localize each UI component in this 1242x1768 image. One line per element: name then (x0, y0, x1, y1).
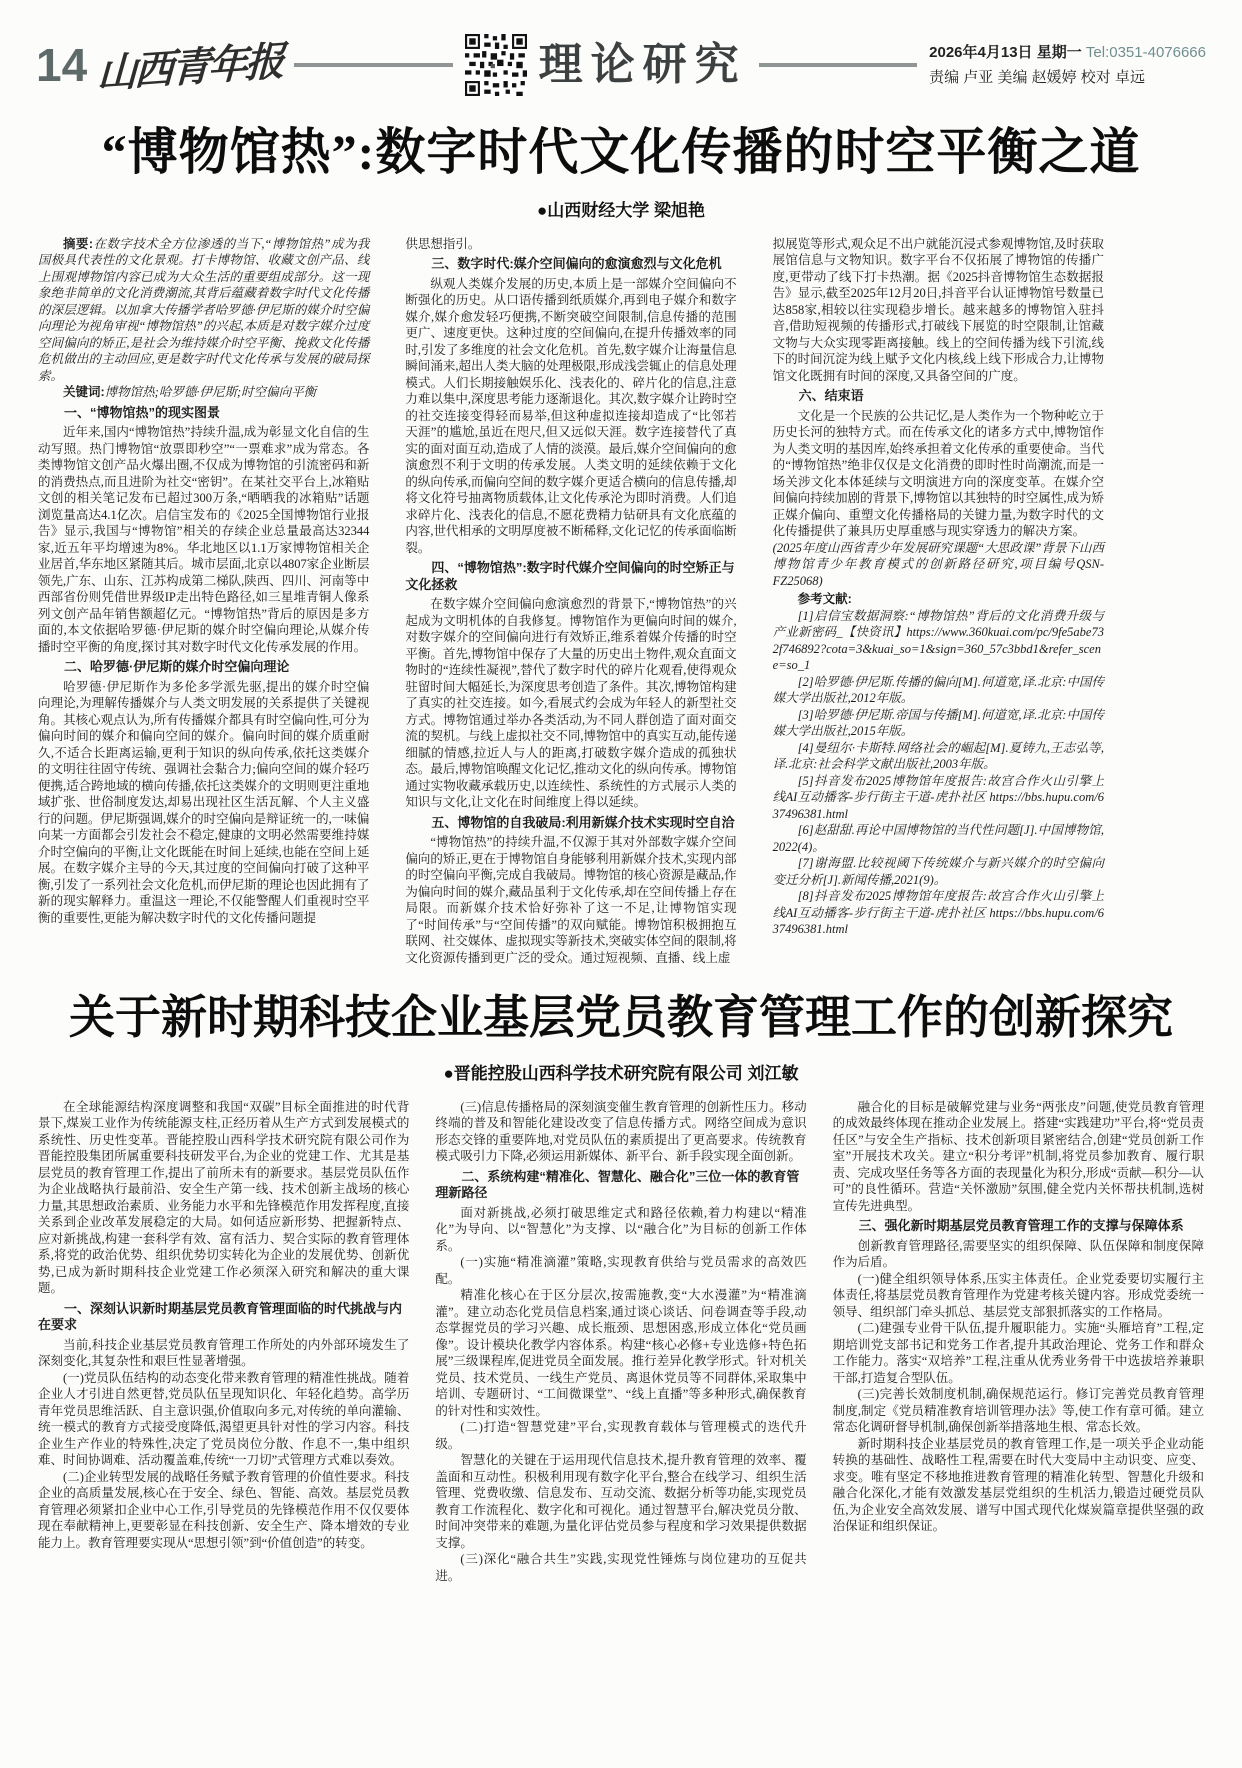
paragraph: 当前,科技企业基层党员教育管理工作所处的内外部环境发生了深刻变化,其复杂性和艰巨性显著增强。 (38, 1337, 410, 1369)
paragraph: (一)实施“精准滴灌”策略,实现教育供给与党员需求的高效匹配。 (435, 1255, 807, 1286)
reference-item: [8]抖音发布2025博物馆年度报告:故宫合作火山引擎上线AI互动播客-步行街主干道-虎扑社区 https://bbs.hupu.com/637496381.html (772, 889, 1104, 936)
phone-number: Tel:0351-4076666 (1085, 44, 1206, 61)
article1-columns (38, 236, 1104, 967)
section-heading: 一、“博物馆热”的现实图景 (64, 404, 221, 420)
header-info (929, 45, 1206, 85)
paragraph: 关键词:博物馆热;哈罗德·伊尼斯;时空偏向平衡 (63, 385, 317, 399)
paragraph: (2025年度山西省青少年发展研究课题“大思政课”背景下山西博物馆青少年教育模式的创新路径研究,项目编号QSN-FZ25068) (772, 540, 1104, 588)
paragraph: (二)打造“智慧党建”平台,实现教育载体与管理模式的迭代升级。 (435, 1420, 807, 1451)
reference-item: [2]哈罗德·伊尼斯.传播的偏向[M].何道宽,译.北京:中国传媒大学出版社,2012年版。 (772, 674, 1104, 705)
paragraph: (二)企业转型发展的战略任务赋予教育管理的价值性要求。科技企业的高质量发展,核心在于安全、绿色、智能、高效。基层党员教育管理必须紧扣企业中心工作,引导党员的先锋模范作用不仅仅要体现在奉献精神上,更要彰显在科技创新、安全生产、降本增效的专业能力上。教育管理要实现从“思想引领”到“价值创造”的转变。 (38, 1469, 410, 1550)
paragraph: “博物馆热”的持续升温,不仅源于其对外部数字媒介空间偏向的矫正,更在于博物馆自身能够利用新媒介技术,实现内部的时空偏向平衡,完成自我破局。博物馆的核心资源是藏品,作为偏向时间的媒介,藏品虽利于文化传承,却在空间传播上存在局限。而新媒介技术恰好弥补了这一不足,让博物馆实现了“时间传承”与“空间传播”的双向赋能。博物馆积极拥抱互联网、社交媒体、虚拟现实等新技术,突破实体空间的限制,将文化资源传播到更广泛的受众。通过短视频、直播、线上虚 (405, 835, 737, 965)
paragraph: 纵观人类媒介发展的历史,本质上是一部媒介空间偏向不断强化的历史。从口语传播到纸质媒介,再到电子媒介和数字媒介,媒介愈发轻巧便携,不断突破空间限制,信息传播的范围更广、速度更快。这种过度的空间偏向,在提升传播效率的同时,引发了多维度的社会文化危机。首先,数字媒介让海量信息瞬间涌来,超出人类大脑的处理极限,形成浅尝辄止的信息处理模式。人们长期接触娱乐化、浅表化的、碎片化的信息,注意力难以集中,深度思考能力逐渐退化。其次,数字媒介让跨时空的社交连接变得轻而易举,但这种虚拟连接却造成了“比邻若天涯”的尴尬,虽近在咫尺,但又远似天涯。数字连接替代了真实的面对面互动,造成了人情的淡漠。最后,媒介空间偏向的愈演愈烈不利于文明的传承发展。人类文明的延续依赖于文化的纵向传承,而偏向空间的数字媒介更适合横向的信息传播,却将文化符号抽离物质载体,让文化传承沦为即时消费。人们追求碎片化、浅表化的信息,不愿花费精力钻研具有文化底蕴的内容,世代相承的文明厚度被不断稀释,文化记忆的传承面临断裂。 (405, 276, 737, 555)
article2-byline: ●晋能控股山西科学技术研究院有限公司 刘江敏 (443, 1063, 799, 1083)
staff-credits: 责编 卢亚 美编 赵媛婷 校对 卓远 (929, 69, 1145, 86)
qr-code-icon (465, 34, 527, 96)
paragraph: 拟展览等形式,观众足不出户就能沉浸式参观博物馆,及时获取展馆信息与文物知识。数字平台不仅拓展了博物馆的传播广度,更带动了线下打卡热潮。据《2025抖音博物馆生态数据报告》显示,截至2025年12月20日,抖音平台认证博物馆号数量已达858家,相较以往实现稳步增长。越来越多的博物馆入驻抖音,借助短视频的传播形式,打破线下展览的时空限制,让馆藏文物与大众实现零距离接触。线上的空间传播为线下引流,线下的时间沉淀为线上赋予文化内核,线上线下形成合力,让博物馆文化既拥有时间的深度,又具备空间的广度。 (772, 236, 1104, 383)
paragraph: 新时期科技企业基层党员的教育管理工作,是一项关乎企业动能转换的基础性、战略性工程,需要在时代大变局中主动识变、应变、求变。唯有坚定不移地推进教育管理的精准化转型、智慧化升级和融合化深化,才能有效激发基层党组织的生机活力,锻造过硬党员队伍,为企业安全高效发展、谱写中国式现代化煤炭篇章提供坚强的政治保证和组织保证。 (832, 1436, 1204, 1534)
article1-column-3 (773, 236, 1104, 967)
field-label: 关键词: (63, 385, 105, 399)
section-heading: 三、数字时代:媒介空间偏向的愈演愈烈与文化危机 (431, 256, 722, 271)
paragraph: 哈罗德·伊尼斯作为多伦多学派先驱,提出的媒介时空偏向理论,为理解传播媒介与人类文明发展的关系提供了关键视角。其核心观点认为,所有传播媒介都具有时空偏向性,可分为偏向时间的媒介和偏向空间的媒介。偏向时间的媒介质重耐久,不适合长距离运输,更利于知识的纵向传承,依托这类媒介的文明往往固守传统、强调社会黏合力;偏向空间的媒介轻巧便携,适合跨地域的横向传播,依托这类媒介的文明则更注重地域扩张、世俗制度发达,却易出现社区生活瓦解、个人主义盛行的问题。伊尼斯强调,媒介的时空偏向是辩证统一的,一味偏向某一方面都会引发社会不稳定,健康的文明必然需要维持媒介时空偏向的平衡,让文化既能在时间上延续,也能在空间上延展。在数字媒介主导的今天,其过度的空间偏向打破了这种平衡,引发了一系列社会文化危机,而伊尼斯的理论也因此拥有了新的现实解释力。重温这一理论,不仅能警醒人们重视时空平衡的重要性,更能为解决数字时代的文化传播问题提 (38, 679, 370, 925)
paragraph: (三)深化“融合共生”实践,实现党性锤炼与岗位建功的互促共进。 (435, 1552, 807, 1583)
paragraph: 精准化核心在于区分层次,按需施教,变“大水漫灌”为“精准滴灌”。建立动态化党员信息档案,通过谈心谈话、问卷调查等手段,动态掌握党员的学习兴趣、成长瓶颈、思想困惑,形成立体化“党员画像”。设计模块化教学内容体系。构建“核心必修+专业选修+特色拓展”三级课程库,促进党员全面发展。推行差异化教学形式。针对机关党员、技术党员、一线生产党员、离退休党员等不同群体,采取集中培训、专题研讨、“工间微课堂”、“线上直播”等多种形式,确保教育的针对性和实效性。 (435, 1288, 807, 1418)
paragraph: 参考文献: (797, 592, 852, 606)
section-title: 理论研究 (538, 40, 747, 89)
header-rule-right (759, 63, 917, 67)
article-museum-heat (0, 124, 1242, 966)
paragraph: 文化是一个民族的公共记忆,是人类作为一个物种屹立于历史长河的独特方式。而在传承文化的诸多方式中,博物馆作为人类文明的基因库,始终承担着文化传承的重要使命。当代的“博物馆热”绝非仅仅是文化消费的即时性时尚潮流,而是一场关涉文化本体延续与文明演进方向的深度变革。在媒介空间偏向持续加剧的背景下,博物馆以其独特的时空属性,成为矫正媒介偏向、重塑文化传播格局的关键力量,为数字时代的文化传播提供了兼具历史厚重感与现实穿透力的解决方案。 (772, 408, 1104, 538)
paragraph: 在数字媒介空间偏向愈演愈烈的背景下,“博物馆热”的兴起成为文明机体的自我修复。博物馆作为更偏向时间的媒介,对数字媒介的空间偏向进行有效矫正,维系着媒介传播的时空平衡。首先,博物馆中保存了大量的历史出土物件,观众直面文物时的“连续性凝视”,替代了数字时代的碎片化观看,使得观众驻留时间大幅延长,为深度思考创造了条件。其次,博物馆构建了真实的社交连接。如今,看展式约会成为年轻人的新型社交方式。博物馆通过举办各类活动,为不同人群创造了面对面交流的契机。与线上虚拟社交不同,博物馆中的真实互动,能传递细腻的情感,拉近人与人的距离,打破数字媒介造成的孤独状态。最后,博物馆唤醒文化记忆,推动文化的纵向传承。博物馆通过实物收藏承载历史,以连续性、系统性的方式展示人类的知识与文化,让文化在时间维度上得以延续。 (405, 597, 737, 809)
paragraph: 摘要:在数字技术全方位渗透的当下,“博物馆热”成为我国极具代表性的文化景观。打卡博物馆、收藏文创产品、线上围观博物馆内容已成为大众生活的重要组成部分。这一现象绝非简单的文化消费潮流,其背后蕴藏着数字时代文化传播的深层逻辑。以加拿大传播学者哈罗德·伊尼斯的媒介时空偏向理论为视角审视“博物馆热”的兴起,本质是对数字媒介过度空间偏向的矫正,是社会为维持媒介时空平衡、挽救文化传播危机做出的主动回应,更是数字时代文化传承与发展的破局探索。 (38, 236, 370, 383)
section-heading: 五、博物馆的自我破局:利用新媒介技术实现时空自洽 (431, 814, 735, 830)
masthead-block (36, 37, 283, 98)
masthead-logo: 山西青年报 (96, 37, 283, 98)
field-label: 摘要: (63, 236, 94, 251)
reference-item: [6]赵甜甜.再论中国博物馆的当代性问题[J].中国博物馆,2022(4)。 (772, 823, 1104, 854)
article2-columns (38, 1099, 1204, 1585)
reference-item: [3]哈罗德·伊尼斯.帝国与传播[M].何道宽,译.北京:中国传媒大学出版社,2015年版。 (772, 707, 1104, 738)
paragraph: (三)信息传播格局的深刻演变催生教育管理的创新性压力。移动终端的普及和智能化建设改变了信息传播方式。网络空间成为意识形态交锋的重要阵地,对党员队伍的素质提出了更高要求。传统教育模式吸引力下降,必须运用新媒体、新平台、新手段实现全面创新。 (435, 1099, 807, 1164)
page-header (0, 0, 1242, 96)
date-line (929, 45, 1206, 60)
article1-headline: “博物馆热”:数字时代文化传播的时空平衡之道 (101, 124, 1141, 180)
section-heading: 二、哈罗德·伊尼斯的媒介时空偏向理论 (64, 659, 290, 674)
article2-column-3 (833, 1099, 1204, 1585)
article1-byline: ●山西财经大学 梁旭艳 (537, 200, 705, 220)
page-number: 14 (36, 39, 88, 91)
header-rule-left (294, 63, 452, 67)
paragraph: 创新教育管理路径,需要坚实的组织保障、队伍保障和制度保障作为后盾。 (832, 1238, 1204, 1270)
paragraph: 智慧化的关键在于运用现代信息技术,提升教育管理的效率、覆盖面和互动性。积极利用现有数字化平台,整合在线学习、组织生活管理、党费收缴、信息发布、互动交流、数据分析等功能,实现党员教育工作流程化、数字化和可视化。通过智慧平台,解决党员分散、时间冲突带来的难题,为量化评估党员参与程度和学习效果提供数据支撑。 (435, 1453, 807, 1550)
paragraph: 面对新挑战,必须打破思维定式和路径依赖,着力构建以“精准化”为导向、以“智慧化”为支撑、以“融合化”为目标的创新工作体系。 (435, 1205, 807, 1253)
article2-column-2 (435, 1099, 806, 1585)
section-heading: 六、结束语 (798, 388, 864, 403)
section-heading: 三、强化新时期基层党员教育管理工作的支撑与保障体系 (858, 1218, 1184, 1234)
paragraph: (一)党员队伍结构的动态变化带来教育管理的精准性挑战。随着企业人才引进自然更替,党员队伍呈现知识化、年轻化趋势。高学历青年党员思维活跃、自主意识强,价值取向多元,对传统的单向灌输、统一模式的教育方式接受度降低,渴望更具针对性的学习内容。科技企业生产作业的特殊性,决定了党员岗位分散、作息不一,集中组织难、时间协调难、活动覆盖难,传统“一刀切”式管理方式难以奏效。 (38, 1370, 410, 1468)
reference-item: [5]抖音发布2025博物馆年度报告:故宫合作火山引擎上线AI互动播客-步行街主干道-虎扑社区 https://bbs.hupu.com/637496381.html (772, 773, 1104, 821)
reference-item: [1]启信宝数据洞察:“博物馆热”背后的文化消费升级与产业新密码_【快资讯】https://www.360kuai.com/pc/9fe5abe732f746892?cota=3&kuai_so=1&sign=360_57c3bbd1&refer_scene=so_1 (772, 608, 1104, 672)
article2-column-1 (38, 1099, 409, 1585)
article1-column-2 (405, 236, 736, 967)
paragraph: 供思想指引。 (405, 236, 481, 251)
section-heading: 二、系统构建“精准化、智慧化、融合化”三位一体的教育管理新路径 (435, 1168, 800, 1201)
section-heading: 一、深刻认识新时期基层党员教育管理面临的时代挑战与内在要求 (38, 1300, 403, 1333)
paragraph: 近年来,国内“博物馆热”持续升温,成为彰显文化自信的生动写照。热门博物馆“放票即秒空”“一票难求”成为常态。各类博物馆文创产品火爆出圈,不仅成为博物馆的引流密码和新的消费热点,而且进阶为社交“密钥”。在某社交平台上,冰箱贴文创的相关笔记发布已超过300万条,“晒晒我的冰箱贴”话题浏览量高达4.1亿次。启信宝发布的《2025全国博物馆行业报告》显示,我国与“博物馆”相关的存续企业总量最高达32344家,近五年平均增速为8%。华北地区以1.1万家博物馆相关企业居首,华东地区紧随其后。城市层面,北京以4807家企业断层领先,广东、山东、江苏构成第二梯队,陕西、四川、河南等中西部省份则凭借世界级IP走出特色路径,如三星堆青铜人像系列文创产品年销售额超亿元。“博物馆热”背后的原因是多方面的,本文依据哈罗德·伊尼斯的媒介时空偏向理论,从媒介传播时空平衡的角度,探讨其对数字时代文化传承发展的作用。 (38, 425, 370, 654)
section-heading: 四、“博物馆热”:数字时代媒介空间偏向的时空矫正与文化拯救 (405, 560, 735, 592)
reference-item: [4]曼纽尔·卡斯特.网络社会的崛起[M].夏铸九,王志弘等,译.北京:社会科学文献出版社,2003年版。 (772, 740, 1104, 771)
reference-item: [7]谢海盟.比较视阈下传统媒介与新兴媒介的时空偏向变迁分析[J].新闻传播,2021(9)。 (772, 856, 1104, 887)
paragraph: (三)完善长效制度机制,确保规范运行。修订完善党员教育管理制度,制定《党员精准教育培训管理办法》等,使工作有章可循。建立常态化调研督导机制,确保创新举措落地生根、常态长效。 (832, 1387, 1204, 1435)
paragraph: 融合化的目标是破解党建与业务“两张皮”问题,使党员教育管理的成效最终体现在推动企业发展上。搭建“实践建功”平台,将“党员责任区”与安全生产指标、技术创新项目紧密结合,创建“党员创新工作室”开展技术攻关。建立“积分考评”机制,将党员参加教育、履行职责、完成攻坚任务等各方面的表现量化为积分,形成“贡献—积分—认可”的良性循环。营造“关怀激励”氛围,健全党内关怀帮扶机制,选树宣传先进典型。 (832, 1099, 1204, 1213)
article-party-education (0, 992, 1242, 1584)
paragraph: (一)健全组织领导体系,压实主体责任。企业党委要切实履行主体责任,将基层党员教育管理作为党建考核关键内容。形成党委统一领导、组织部门牵头抓总、基层党支部狠抓落实的工作格局。 (832, 1271, 1204, 1319)
paragraph: (二)建强专业骨干队伍,提升履职能力。实施“头雁培育”工程,定期培训党支部书记和党务工作者,提升其政治理论、党务工作和群众工作能力。落实“双培养”工程,注重从优秀业务骨干中选拔培养兼职干部,打造复合型队伍。 (832, 1321, 1204, 1385)
paragraph: 在全球能源结构深度调整和我国“双碳”目标全面推进的时代背景下,煤炭工业作为传统能源支柱,正经历着从生产方式到发展模式的系统性、历史性变革。晋能控股山西科学技术研究院有限公司作为晋能控股集团所属重要科技研发平台,为企业的党建工作、尤其是基层党员的教育管理工作,提出了前所未有的新要求。基层党员队伍作为企业战略执行最前沿、安全生产第一线、技术创新主战场的核心力量,其思想政治素质、业务能力水平和先锋模范作用发挥程度,直接关系到企业改革发展稳定的大局。如何适应新形势、把握新特点、应对新挑战,构建一套科学有效、富有活力、契合实际的教育管理体系,将党的政治优势、组织优势切实转化为企业的发展优势、创新优势,已成为新时期科技企业党建工作必须深入研究和解决的重大课题。 (38, 1099, 410, 1296)
article1-column-1 (38, 236, 369, 967)
date-text: 2026年4月13日 星期一 (929, 44, 1082, 61)
article2-headline: 关于新时期科技企业基层党员教育管理工作的创新探究 (69, 992, 1173, 1043)
